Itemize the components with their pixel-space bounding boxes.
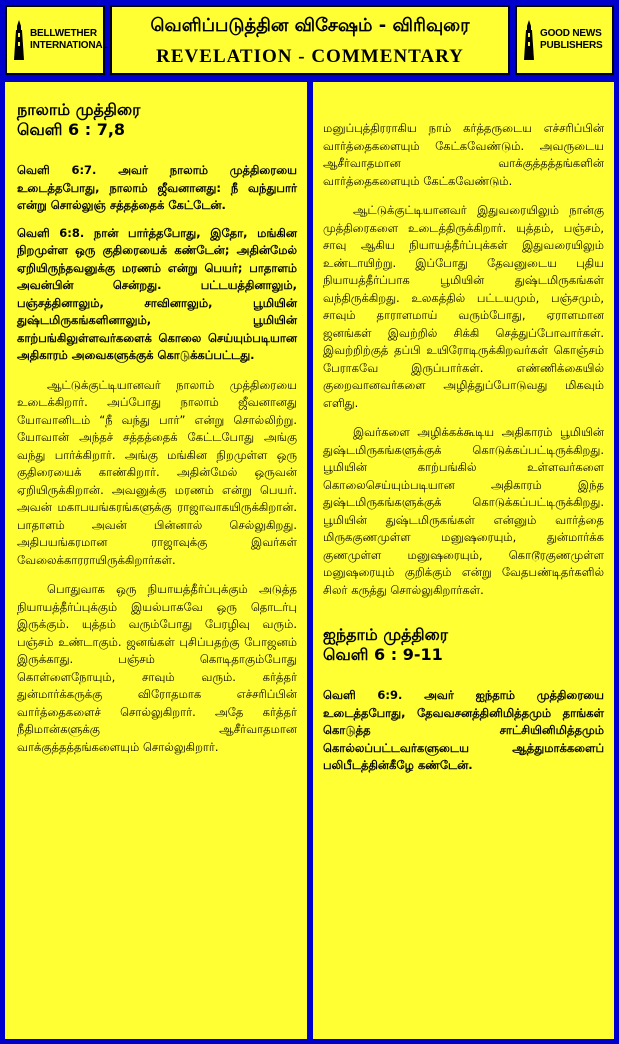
commentary-paragraph: பொதுவாக ஒரு நியாயத்தீர்ப்புக்கும் அடுத்த நியாயத்தீர்ப்புக்கும் இயல்பாகவே ஒரு தொடர்பு இருக்கும். யுத்தம் வரும்போது பேரழிவு வரும். பஞ்சம் உண்டாகும். ஜனங்கள் புசிப்பதற்கு போஜனம் இருக்காது. பஞ்சம் கொடிதாகும்போது கொள்ளைநோயும், சாவும் வரும். கர்த்தர் துன்மார்க்கருக்கு விரோதமாக எச்சரிப்பின் வார்த்தைகளைச் சொல்லுகிறார். அதே கர்த்தர் நீதிமான்களுக்கு ஆசீர்வாதமான வாக்குத்தத்தங்களையும் சொல்லுகிறார். xyxy=(17,582,297,754)
right-column xyxy=(313,82,614,1039)
tower-icon xyxy=(521,18,537,62)
commentary-paragraph: ஆட்டுக்குட்டியானவர் நாலாம் முத்திரையை உடைக்கிறார். அப்போது நாலாம் ஜீவனானது யோவானிடம் “நீ வந்து பார்” என்று சொல்லிற்று. யோவான் அந்தச் சத்தத்தைக் கேட்டபோது அங்கு வந்து பார்க்கிறார். அங்கு மங்கின நிறமுள்ள ஒரு குதிரையைக் காண்கிறார். அதின்மேல் ஒருவன் ஏறியிருக்கிறான். அவனுக்கு மரணம் என்று பெயர். அவன் மகாபயங்கரங்களுக்கு ராஜாவாகயிருக்கிறான். பாதாளம் அவன் பின்னால் செல்லுகிறது. அதிபயங்கரமான ராஜாவுக்கு இவர்கள் வேலைக்காரராயிருக்கிறார்கள். xyxy=(17,377,297,567)
verse-text: வெளி 6:9. அவர் ஐந்தாம் முத்திரையை உடைத்தபோது, தேவவசனத்தினிமித்தமும் தாங்கள் கொடுத்த சாட்சியினிமித்தமும் கொல்லப்பட்டவர்களுடைய ஆத்துமாக்களைப் பலிபீடத்தின்கீழே கண்டேன். xyxy=(323,688,604,772)
right-logo-line2: PUBLISHERS xyxy=(540,40,603,51)
good-news-logo xyxy=(515,5,614,75)
section-heading: நாலாம் முத்திரை xyxy=(17,100,141,119)
verse-text: வெளி 6:8. நான் பார்த்தபோது, இதோ, மங்கின நிறமுள்ள ஒரு குதிரையைக் கண்டேன்; அதின்மேல் ஏறியிருந்தவனுக்கு மரணம் என்று பெயர்; பாதாளம் அவன்பின் சென்றது. பட்டயத்தினாலும், பஞ்சத்தினாலும், சாவினாலும், பூமியின் துஷ்டமிருகங்களினாலும், பூமியின் காற்பங்கிலுள்ளவர்களைக் கொலை செய்யும்படியான அதிகாரம் அவைகளுக்குக் கொடுக்கப்பட்டது. xyxy=(17,225,297,362)
section-reference: வெளி 6 : 9-11 xyxy=(323,645,443,664)
tower-icon xyxy=(11,18,27,62)
title-tamil: வெளிப்படுத்தின விசேஷம் - விரிவுரை xyxy=(150,15,470,36)
title-english: REVELATION - COMMENTARY xyxy=(156,46,464,67)
section-reference: வெளி 6 : 7,8 xyxy=(17,120,126,139)
commentary-paragraph: ஆட்டுக்குட்டியானவர் இதுவரையிலும் நான்கு முத்திரைகளை உடைத்திருக்கிறார். யுத்தம், பஞ்சம், சாவு ஆகிய நியாயத்தீர்ப்புக்கள் இதுவரையிலும் உண்டாயிற்று. இப்போது தேவனுடைய புதிய நியாயத்தீர்ப்பாக பூமியின் துஷ்டமிருகங்கள் வந்திருக்கிறது. உலகத்தில் பட்டயமும், பஞ்சமும், சாவும் தாராளமாய் வரும்போது, ஏராளமான ஜனங்கள் இவற்றில் சிக்கி செத்துப்போவார்கள். இவற்றிற்குத் தப்பி உயிரோடிருக்கிறவர்கள் கொஞ்சம் பேராகவே இருப்பார்கள். எண்ணிக்கையில் குறைவானவர்களை அழித்துப்போடுவது மிகவும் எளிது. xyxy=(323,203,604,410)
commentary-paragraph: மனுப்புத்திரராகிய நாம் கர்த்தருடைய எச்சரிப்பின் வார்த்தைகளையும் கேட்கவேண்டும். அவருடைய ஆசீர்வாதமான வாக்குத்தத்தங்களின் வார்த்தைகளையும் கேட்கவேண்டும். xyxy=(323,121,604,188)
section-heading: ஐந்தாம் முத்திரை xyxy=(323,625,449,644)
left-logo-line2: INTERNATIONAL xyxy=(30,40,109,51)
title-box xyxy=(110,5,510,75)
right-logo-line1: GOOD NEWS xyxy=(540,28,602,39)
left-logo-line1: BELLWETHER xyxy=(30,28,97,39)
verse-text: வெளி 6:7. அவர் நாலாம் முத்திரையை உடைத்தபோது, நாலாம் ஜீவனானது: நீ வந்துபார் என்று சொல்லுஞ் சத்தத்தைக் கேட்டேன். xyxy=(17,163,297,212)
commentary-paragraph: இவர்களை அழிக்கக்கூடிய அதிகாரம் பூமியின் துஷ்டமிருகங்களுக்குக் கொடுக்கப்பட்டிருக்கிறது. பூமியின் காற்பங்கில் உள்ளவர்களை கொலைசெய்யும்படியான அதிகாரம் இந்த துஷ்டமிருகங்களுக்குக் கொடுக்கப்பட்டிருக்கிறது. பூமியின் துஷ்டமிருகங்கள் என்னும் வார்த்தை மிருககுணமுள்ள மனுஷரையும், துன்மார்க்க குணமுள்ள மனுஷரையும், கொடூரகுணமுள்ள மனுஷரையும் குறிக்கும் என்று வேதபண்டிதர்களில் சிலர் கருத்து சொல்லுகிறார்கள். xyxy=(323,425,604,597)
left-column xyxy=(5,82,307,1039)
bellwether-logo xyxy=(5,5,109,75)
